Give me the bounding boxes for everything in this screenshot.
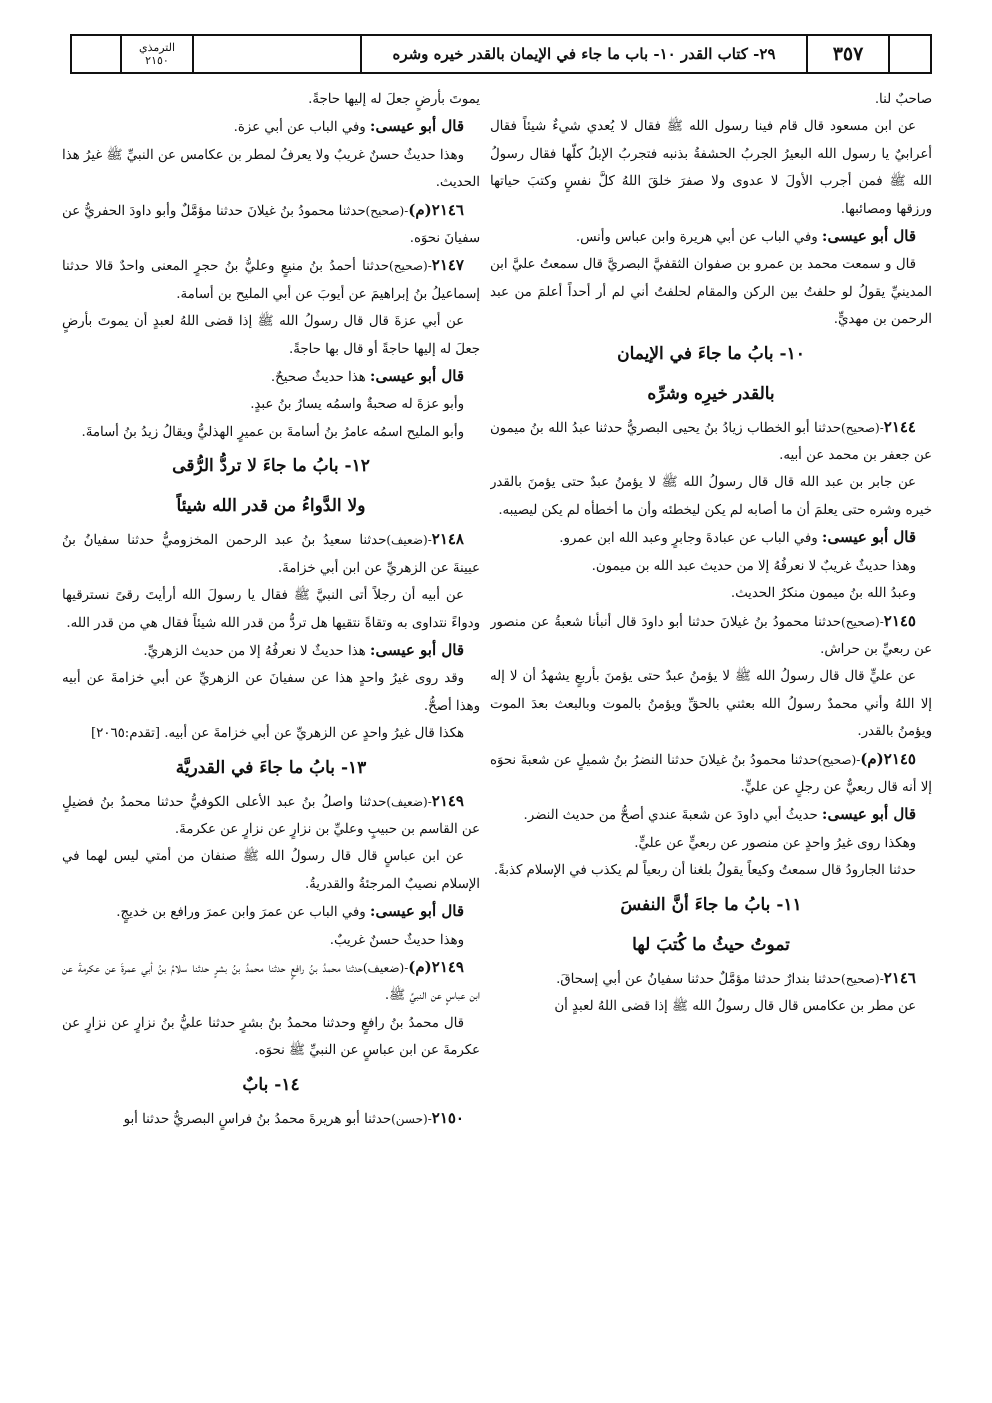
hadith-number: ٢١٥٠: [431, 1108, 464, 1127]
qal-abu-isa-label: قال أبو عيسى:: [369, 640, 464, 659]
text-paragraph: قال محمدُ بنُ رافعٍ وحدثنا محمدُ بنُ بشرٍ حدثنا عليُّ بنُ نزارٍ عن نزارٍ عن عكرمةَ عن ابن عباسٍ عن النبيِّ ﷺ نحوَه.: [62, 1015, 480, 1059]
hadith-number: ٢١٤٥(م): [860, 749, 916, 768]
commentary-text: هذا حديثٌ لا نعرفُهُ إلا من حديث الزهريِّ.: [143, 643, 366, 659]
hadith-number: ٢١٤٧: [431, 256, 464, 275]
commentary-paragraph: [62, 898, 480, 926]
chapter-heading: ولا الدَّواءُ من قدر الله شيئاً: [176, 496, 366, 517]
text-paragraph: عن أبي عزةَ قال قال رسولُ الله ﷺ إذا قضى اللهُ لعبدٍ أن يموتَ بأرضٍ جعلَ له إليها حاجةً أو قال بها حاجةً.: [62, 314, 480, 357]
hadith-number: ٢١٥٠: [145, 54, 169, 67]
hadith-grade: -(ضعيف): [386, 794, 432, 809]
text-paragraph: وهذا حديثٌ غريبٌ لا نعرفُهُ إلا من حديث عبد الله بن ميمون.: [591, 558, 916, 574]
hadith-number: ٢١٤٩: [431, 791, 464, 810]
hadith-number: ٢١٤٩(م): [408, 957, 464, 976]
hadith-chain-paragraph: [490, 746, 932, 802]
text-paragraph: عن جابر بن عبد الله قال قال رسولُ الله ﷺ لا يؤمنُ عبدٌ حتى يؤمنَ بالقدر خيره وشره حتى يعلمَ أن ما أصابه لم يكن ليخطئه وأن ما أخطأه لم يكن ليصيبه.: [490, 475, 932, 518]
hadith-chain-paragraph: [62, 526, 480, 582]
hadith-grade: -(صحيح): [817, 752, 861, 767]
commentary-paragraph: [490, 223, 932, 251]
isnad-text: حدثنا بندارٌ حدثنا مؤمَّلٌ حدثنا سفيانُ عن أبي إسحاقَ.: [556, 971, 842, 987]
text-paragraph: عن مطر بن عكامس قال قال رسولُ الله ﷺ إذا قضى اللهُ لعبدٍ أن: [554, 998, 916, 1014]
commentary-paragraph: [62, 113, 480, 141]
text-paragraph: وعبدُ الله بنُ ميمون منكرُ الحديث.: [730, 586, 916, 602]
qal-abu-isa-label: قال أبو عيسى:: [821, 528, 916, 547]
chapter-heading: ١٤- بابٌ: [242, 1074, 300, 1095]
isnad-text: حدثنا أحمدُ بنُ منيعٍ وعليُّ بنُ حجرٍ المعنى واحدٌ قالا حدثنا إسماعيلُ بنُ إبراهيمَ عن أيوبَ عن أبي المليح بن أسامة.: [62, 259, 480, 302]
hadith-chain-paragraph: [62, 197, 480, 253]
qal-abu-isa-label: قال أبو عيسى:: [369, 367, 464, 386]
left-column: [62, 86, 480, 1133]
chapter-heading: تموتُ حيثُ ما كُتبَ لها: [632, 934, 790, 955]
hadith-chain-paragraph: [62, 954, 480, 1010]
commentary-text: وفي الباب عن عبادةَ وجابرٍ وعبد الله ابن عمرو.: [559, 531, 818, 547]
isnad-text: حدثنا محمدُ بنُ رافعٍ حدثنا محمدُ بنُ بشرٍ حدثنا سلامُ بنُ أبي عمرةَ عن عكرمةَ عن ابن عباسٍ عن النبيِّ ﷺ.: [62, 960, 480, 1004]
chapter-heading: ١٢- بابُ ما جاءَ لا تردُّ الرُّقى: [172, 456, 370, 477]
text-paragraph: قال و سمعت محمد بن عمرو بن صفوان الثقفيَّ البصريَّ قال سمعتُ عليَّ ابن المدينيِّ يقولُ لو حلفتُ بين الركن والمقام لحلفتُ أني لم أر أحداً أعلمَ من عبد الرحمن بن مهديٍّ.: [490, 257, 932, 328]
isnad-text: حدثنا واصلُ بنُ عبد الأعلى الكوفيُّ حدثنا محمدُ بنُ فضيلٍ عن القاسم بن حبيبٍ وعليِّ بن نزارٍ عن نزارٍ عن عكرمةَ.: [62, 794, 480, 837]
text-paragraph: وقد روى غيرُ واحدٍ هذا عن سفيانَ عن الزهريِّ عن أبي خزامةَ عن أبيه وهذا أصحُّ.: [62, 671, 480, 714]
book-hadith-reference: [120, 36, 192, 72]
commentary-paragraph: [62, 363, 480, 391]
hadith-chain-paragraph: [62, 788, 480, 844]
isnad-text: حدثنا محمودُ بنُ غيلانَ حدثنا النضرُ بنُ شميلٍ عن شعبةَ نحوَه إلا أنه قال ربعيٌّ عن رجلٍ عن عليٍّ.: [490, 752, 932, 795]
chapter-heading: بالقدر خيرِه وشرِّه: [647, 383, 775, 404]
chapter-heading: ١٣- بابُ ما جاءَ في القدريَّة: [175, 757, 367, 778]
text-paragraph: وأبو المليح اسمُه عامرُ بنُ أسامةَ بن عميرٍ الهذليُّ ويقالُ زيدُ بنُ أسامةَ.: [81, 424, 464, 440]
commentary-paragraph: [62, 637, 480, 665]
hadith-chain-paragraph: [490, 965, 932, 993]
text-paragraph: عن ابن عباسٍ قال قال رسولُ الله ﷺ صنفان من أمتي ليس لهما في الإسلام نصيبٌ المرجئةُ والقدريةُ.: [62, 849, 480, 892]
hadith-grade: -(صحيح): [841, 420, 884, 435]
text-paragraph: عن أبيه أن رجلاً أتى النبيَّ ﷺ فقال يا رسولَ الله أرأيتَ رقىً نسترقيها ودواءً نتداوى به وتقاةً نتقيها هل تردُّ من قدر الله شيئاً فقال هي من قدر الله.: [62, 588, 480, 631]
text-paragraph: وهذا حديثٌ حسنٌ غريبٌ ولا يعرفُ لمطر بن عكامس عن النبيِّ ﷺ غيرُ هذا الحديث.: [62, 147, 480, 191]
isnad-text: حدثنا أبو الخطاب زيادُ بنُ يحيى البصريُّ حدثنا عبدُ الله بنُ ميمون عن جعفر بن محمد عن أبيه.: [490, 420, 932, 464]
qal-abu-isa-label: قال أبو عيسى:: [821, 805, 916, 824]
header-empty-cell: [888, 36, 930, 72]
hadith-grade: -(صحيح): [841, 614, 884, 629]
commentary-text: وفي الباب عن أبي عزة.: [233, 120, 366, 136]
isnad-text: حدثنا أبو هريرةَ محمدُ بنُ فراسٍ البصريُّ حدثنا أبو: [123, 1111, 392, 1127]
hadith-grade: -(ضعيف): [362, 960, 409, 975]
qal-abu-isa-label: قال أبو عيسى:: [821, 227, 916, 246]
hadith-number: ٢١٤٤: [883, 417, 916, 436]
hadith-grade: -(حسن): [391, 1111, 432, 1126]
commentary-paragraph: [490, 524, 932, 552]
text-paragraph: وأبو عزةَ له صحبةٌ واسمُه يسارُ بنُ عبدٍ.: [250, 397, 464, 413]
hadith-number: ٢١٤٦(م): [408, 200, 464, 219]
text-paragraph: يموتَ بأرضٍ جعلَ له إليها حاجةً.: [308, 92, 480, 107]
isnad-text: حدثنا محمودُ بنُ غيلانَ حدثنا أبو داودَ قال أنبأنا شعبةُ عن منصور عن ربعيِّ بن حراش.: [490, 614, 932, 657]
hadith-grade: -(ضعيف): [386, 533, 432, 548]
hadith-number: ٢١٤٦: [883, 968, 916, 987]
hadith-chain-paragraph: [62, 1105, 480, 1133]
commentary-text: وفي الباب عن عمرَ وابن عمرَ ورافع بن خديجٍ.: [116, 905, 366, 921]
hadith-chain-paragraph: [490, 414, 932, 470]
hadith-grade: -(صحيح): [389, 259, 432, 274]
book-label: الترمذي: [138, 41, 176, 54]
commentary-text: هذا حديثٌ صحيحٌ.: [270, 370, 366, 386]
hadith-chain-paragraph: [62, 252, 480, 308]
text-paragraph: صاحبٌ لنا.: [874, 92, 932, 107]
chapter-heading: ١١- بابُ ما جاءَ أنَّ النفسَ: [620, 894, 802, 915]
commentary-text: حديثُ أبي داودَ عن شعبةَ عندي أصحُّ من حديث النضر.: [523, 808, 818, 824]
text-paragraph: هكذا قال غيرُ واحدٍ عن الزهريِّ عن أبي خزامةَ عن أبيه. [تقدم:٢٠٦٥]: [90, 726, 464, 742]
hadith-number: ٢١٤٥: [883, 611, 916, 630]
chapter-heading: ١٠- بابُ ما جاءَ في الإيمان: [617, 343, 805, 364]
text-paragraph: عن عليٍّ قال قال رسولُ الله ﷺ لا يؤمنُ عبدٌ حتى يؤمنَ بأربعٍ يشهدُ أن لا إله إلا اللهُ وأني محمدٌ رسولُ الله بعثني بالحقِّ ويؤمنُ بالموت وبالبعث بعدَ الموت ويؤمنُ بالقدر.: [490, 669, 932, 740]
hadith-grade: -(صحيح): [841, 971, 884, 986]
running-title: ٢٩- كتاب القدر ١٠- باب ما جاء في الإيمان بالقدر خيره وشره: [360, 36, 806, 72]
commentary-paragraph: [490, 801, 932, 829]
isnad-text: حدثنا محمودُ بنُ غيلانَ حدثنا مؤمَّلٌ وأبو داودَ الحفريُّ عن سفيانَ نحوَه.: [62, 203, 480, 247]
header-empty-cell: [192, 36, 360, 72]
hadith-grade: -(صحيح): [365, 203, 409, 218]
commentary-text: وفي الباب عن أبي هريرة وابن عباس وأنس.: [575, 230, 818, 246]
hadith-chain-paragraph: [490, 608, 932, 664]
isnad-text: حدثنا سعيدُ بنُ عبد الرحمن المخزوميُّ حدثنا سفيانُ بنُ عيينةَ عن الزهريِّ عن ابن أبي خزامةَ.: [62, 533, 480, 576]
text-paragraph: حدثنا الجارودُ قال سمعتُ وكيعاً يقولُ بلغنا أن ربعياً لم يكذب في الإسلام كذبةً.: [493, 863, 916, 879]
page-header: [70, 34, 932, 74]
right-column: [490, 86, 932, 1020]
text-paragraph: وهكذا روى غيرُ واحدٍ عن منصور عن ربعيٍّ عن عليٍّ.: [634, 835, 916, 851]
qal-abu-isa-label: قال أبو عيسى:: [369, 902, 464, 921]
page-number: ٣٥٧: [806, 36, 888, 72]
text-paragraph: وهذا حديثٌ حسنٌ غريبٌ.: [329, 932, 464, 948]
qal-abu-isa-label: قال أبو عيسى:: [369, 117, 464, 136]
text-paragraph: عن ابن مسعود قال قام فينا رسول الله ﷺ فقال لا يُعدي شيءٌ شيئاً فقال أعرابيٌ يا رسول الله البعيرُ الجربُ الحشفةُ بذنبه فتجربُ الإبلُ كلّها فقال رسولُ الله ﷺ فمن أجرب الأولَ لا عدوى ولا صفرَ خلقَ اللهُ كلَّ نفسٍ وكتبَ حياتها ورزقها ومصائبها.: [490, 119, 932, 217]
hadith-number: ٢١٤٨: [431, 530, 464, 549]
header-empty-cell: [72, 36, 120, 72]
